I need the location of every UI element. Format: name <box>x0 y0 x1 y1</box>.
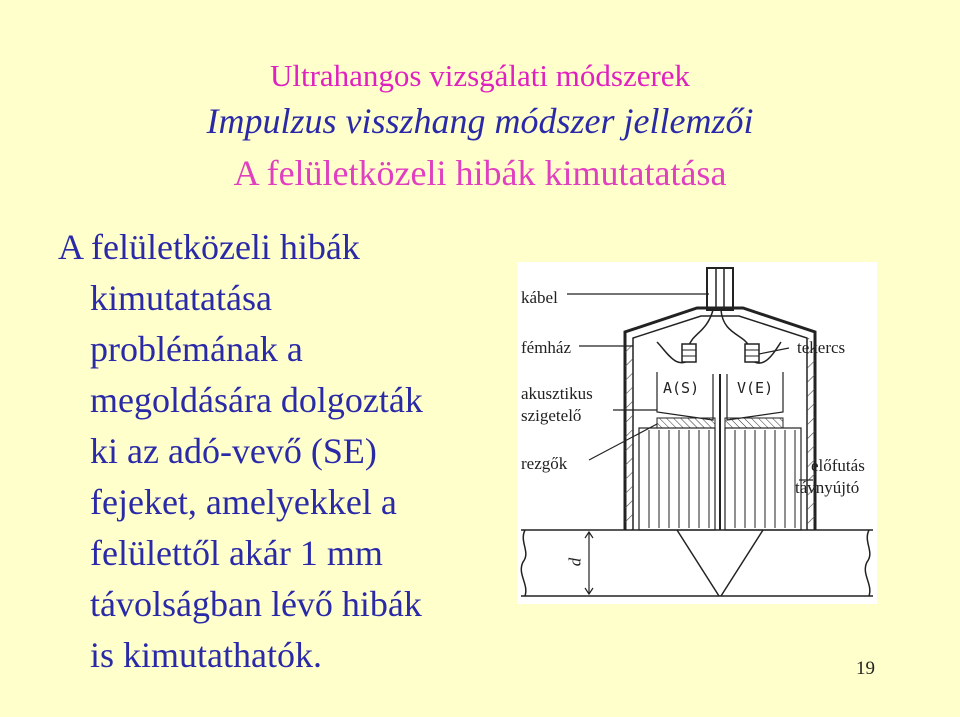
body-line: ki az adó-vevő (SE) <box>90 431 377 471</box>
label-receiver: V(E) <box>737 379 774 397</box>
label-insulator-1: akusztikus <box>521 384 593 403</box>
body-line: A felületközeli hibák <box>58 227 360 267</box>
page-number: 19 <box>856 658 875 679</box>
body-line: fejeket, amelyekkel a <box>90 482 397 522</box>
beam-paths <box>677 530 763 596</box>
body-line: megoldására dolgozták <box>90 380 423 420</box>
slide-title: Ultrahangos vizsgálati módszerek <box>269 58 691 93</box>
label-coil: tekercs <box>797 338 846 357</box>
depth-marker <box>585 532 593 594</box>
body-paragraph <box>58 222 518 681</box>
label-delay-2: távnyújtó <box>795 478 860 497</box>
body-line: problémának a <box>90 329 303 369</box>
label-transmitter: A(S) <box>663 379 700 397</box>
se-probe-diagram <box>517 262 877 604</box>
slide-subtitle: Impulzus visszhang módszer jellemzői <box>206 101 754 141</box>
label-delay-1: előfutás <box>811 456 865 475</box>
probe-drawing <box>517 262 877 604</box>
body-line: is kimutathatók. <box>90 635 322 675</box>
slide-topic: A felületközeli hibák kimutatatása <box>233 153 727 193</box>
wires <box>657 310 781 363</box>
label-cable: kábel <box>521 288 558 307</box>
body-line: kimutatatása <box>90 278 272 318</box>
label-transducers: rezgők <box>521 454 568 473</box>
body-line: felülettől akár 1 mm <box>90 533 383 573</box>
coil-shapes <box>682 344 759 362</box>
label-insulator-2: szigetelő <box>521 406 582 425</box>
body-line: távolságban lévő hibák <box>90 584 422 624</box>
cable-shape <box>707 268 733 310</box>
label-housing: fémház <box>521 338 572 357</box>
label-depth: d <box>565 557 585 567</box>
